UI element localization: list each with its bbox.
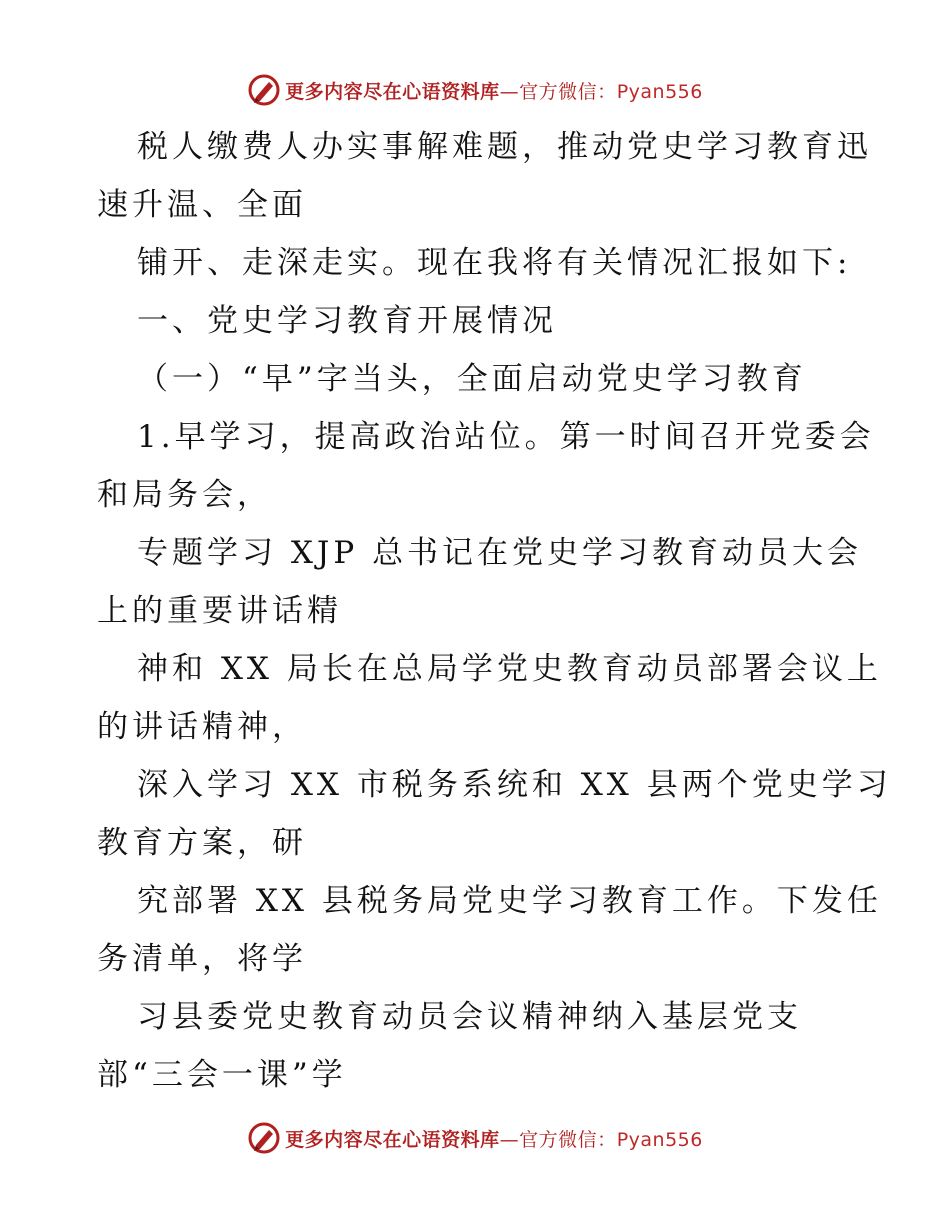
banner-wechat-label: 官方微信： (519, 1128, 617, 1151)
pen-logo-icon (247, 73, 281, 107)
text-line: 的讲话精神， (97, 709, 307, 745)
text-line: 深入学习 XX 市税务系统和 XX 县两个党史学习 (137, 767, 892, 803)
document-body (97, 118, 892, 1104)
text-line: （一）“早”字当头，全面启动党史学习教育 (137, 361, 807, 397)
text-line: 一、党史学习教育开展情况 (137, 303, 557, 339)
text-line: 务清单，将学 (97, 941, 307, 977)
text-line: 税人缴费人办实事解难题，推动党史学习教育迅 (137, 129, 872, 165)
text-line: 专题学习 XJP 总书记在党史学习教育动员大会 (137, 535, 863, 571)
banner-wechat-label: 官方微信： (519, 80, 617, 103)
text-line: 教育方案，研 (97, 825, 307, 861)
banner-text (285, 1125, 703, 1152)
text-line: 速升温、全面 (97, 187, 307, 223)
banner-wechat-id: Pyan556 (616, 80, 703, 103)
text-line: 和局务会， (97, 477, 272, 513)
banner-wechat-id: Pyan556 (616, 1128, 703, 1151)
text-line: 部“三会一课”学 (97, 1057, 347, 1093)
text-line: 习县委党史教育动员会议精神纳入基层党支 (137, 999, 802, 1035)
text-line: 铺开、走深走实。现在我将有关情况汇报如下: (137, 245, 852, 281)
header-banner (0, 70, 950, 110)
banner-dash: — (499, 1128, 520, 1151)
text-line: 1.早学习，提高政治站位。第一时间召开党委会 (137, 419, 875, 455)
banner-dash: — (499, 80, 520, 103)
banner-slogan: 更多内容尽在心语资料库 (285, 80, 500, 103)
text-line: 神和 XX 局长在总局学党史教育动员部署会议上 (137, 651, 882, 687)
pen-logo-icon (247, 1121, 281, 1155)
banner-slogan: 更多内容尽在心语资料库 (285, 1128, 500, 1151)
banner-text (285, 77, 703, 104)
text-line: 上的重要讲话精 (97, 593, 342, 629)
text-line: 究部署 XX 县税务局党史学习教育工作。下发任 (137, 883, 882, 919)
footer-banner (0, 1118, 950, 1158)
